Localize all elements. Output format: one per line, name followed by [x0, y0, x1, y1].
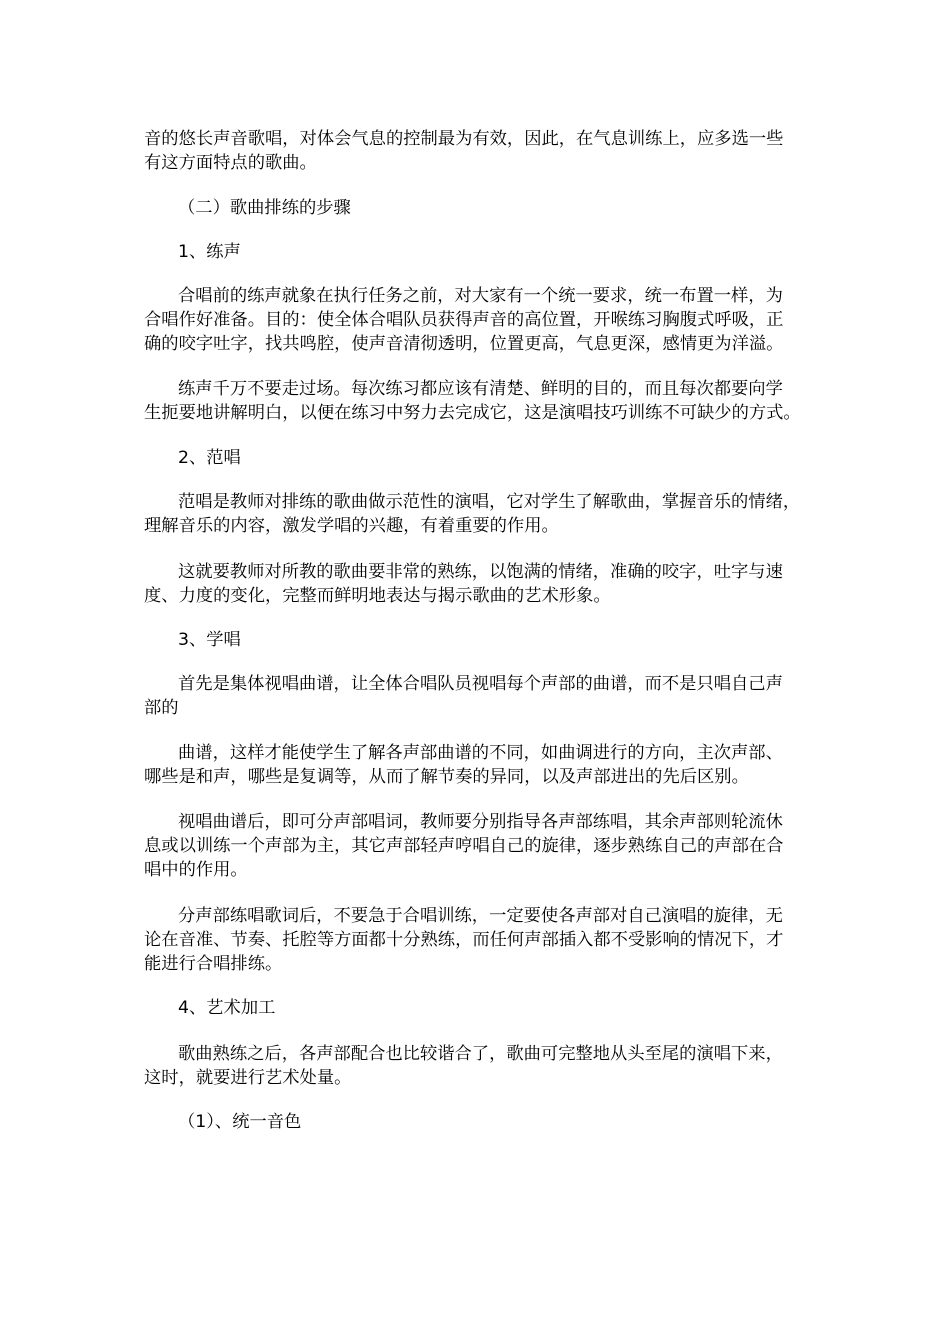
subsection-heading: 4、艺术加工 — [178, 998, 276, 1018]
text-line: 确的咬字吐字，找共鸣腔，使声音清彻透明，位置更高，气息更深，感情更为洋溢。 — [144, 334, 784, 354]
text-line: 能进行合唱排练。 — [144, 954, 283, 974]
paragraph — [144, 1042, 804, 1090]
text-line: 练声千万不要走过场。每次练习都应该有清楚、鲜明的目的，而且每次都要向学 — [178, 379, 783, 399]
section-heading: （二）歌曲排练的步骤 — [178, 198, 351, 218]
text-line: 息或以训练一个声部为主，其它声部轻声哼唱自己的旋律，逐步熟练自己的声部在合 — [144, 836, 784, 856]
text-line: 度、力度的变化，完整而鲜明地表达与揭示歌曲的艺术形象。 — [144, 586, 611, 606]
paragraph — [144, 741, 804, 789]
text-line: 部的 — [144, 698, 179, 718]
paragraph — [144, 284, 804, 356]
text-line: 唱中的作用。 — [144, 860, 248, 880]
text-line: 合唱作好准备。目的：使全体合唱队员获得声音的高位置，开喉练习胸腹式呼吸，正 — [144, 310, 784, 330]
text-line: 哪些是和声，哪些是复调等，从而了解节奏的异同，以及声部进出的先后区别。 — [144, 767, 749, 787]
text-line: 首先是集体视唱曲谱，让全体合唱队员视唱每个声部的曲谱，而不是只唱自己声 — [178, 674, 783, 694]
text-line: 曲谱，这样才能使学生了解各声部曲谱的不同，如曲调进行的方向，主次声部、 — [178, 743, 783, 763]
text-line: 这就要教师对所教的歌曲要非常的熟练，以饱满的情绪，准确的咬字，吐字与速 — [178, 562, 783, 582]
paragraph — [144, 490, 804, 538]
text-line: 论在音准、节奏、托腔等方面都十分熟练，而任何声部插入都不受影响的情况下，才 — [144, 930, 784, 950]
text-line: 理解音乐的内容，激发学唱的兴趣，有着重要的作用。 — [144, 516, 559, 536]
text-line: 音的悠长声音歌唱，对体会气息的控制最为有效，因此，在气息训练上，应多选一些 — [144, 129, 784, 149]
subsection-heading: （1）、统一音色 — [178, 1112, 302, 1132]
paragraph — [144, 904, 804, 976]
text-line: 合唱前的练声就象在执行任务之前，对大家有一个统一要求，统一布置一样，为 — [178, 286, 783, 306]
text-line: 分声部练唱歌词后，不要急于合唱训练，一定要使各声部对自己演唱的旋律，无 — [178, 906, 783, 926]
subsection-heading: 1、练声 — [178, 242, 241, 262]
paragraph — [144, 810, 804, 882]
paragraph — [144, 377, 804, 425]
text-line: 歌曲熟练之后，各声部配合也比较谐合了，歌曲可完整地从头至尾的演唱下来， — [178, 1044, 783, 1064]
text-line: 视唱曲谱后，即可分声部唱词，教师要分别指导各声部练唱，其余声部则轮流休 — [178, 812, 783, 832]
paragraph — [144, 127, 804, 175]
subsection-heading: 3、学唱 — [178, 630, 241, 650]
paragraph — [144, 560, 804, 608]
text-line: 生扼要地讲解明白，以便在练习中努力去完成它，这是演唱技巧训练不可缺少的方式。 — [144, 403, 801, 423]
text-line: 有这方面特点的歌曲。 — [144, 153, 317, 173]
text-line: 这时，就要进行艺术处量。 — [144, 1068, 352, 1088]
text-line: 范唱是教师对排练的歌曲做示范性的演唱，它对学生了解歌曲，掌握音乐的情绪， — [178, 492, 801, 512]
paragraph — [144, 672, 804, 720]
subsection-heading: 2、范唱 — [178, 448, 241, 468]
